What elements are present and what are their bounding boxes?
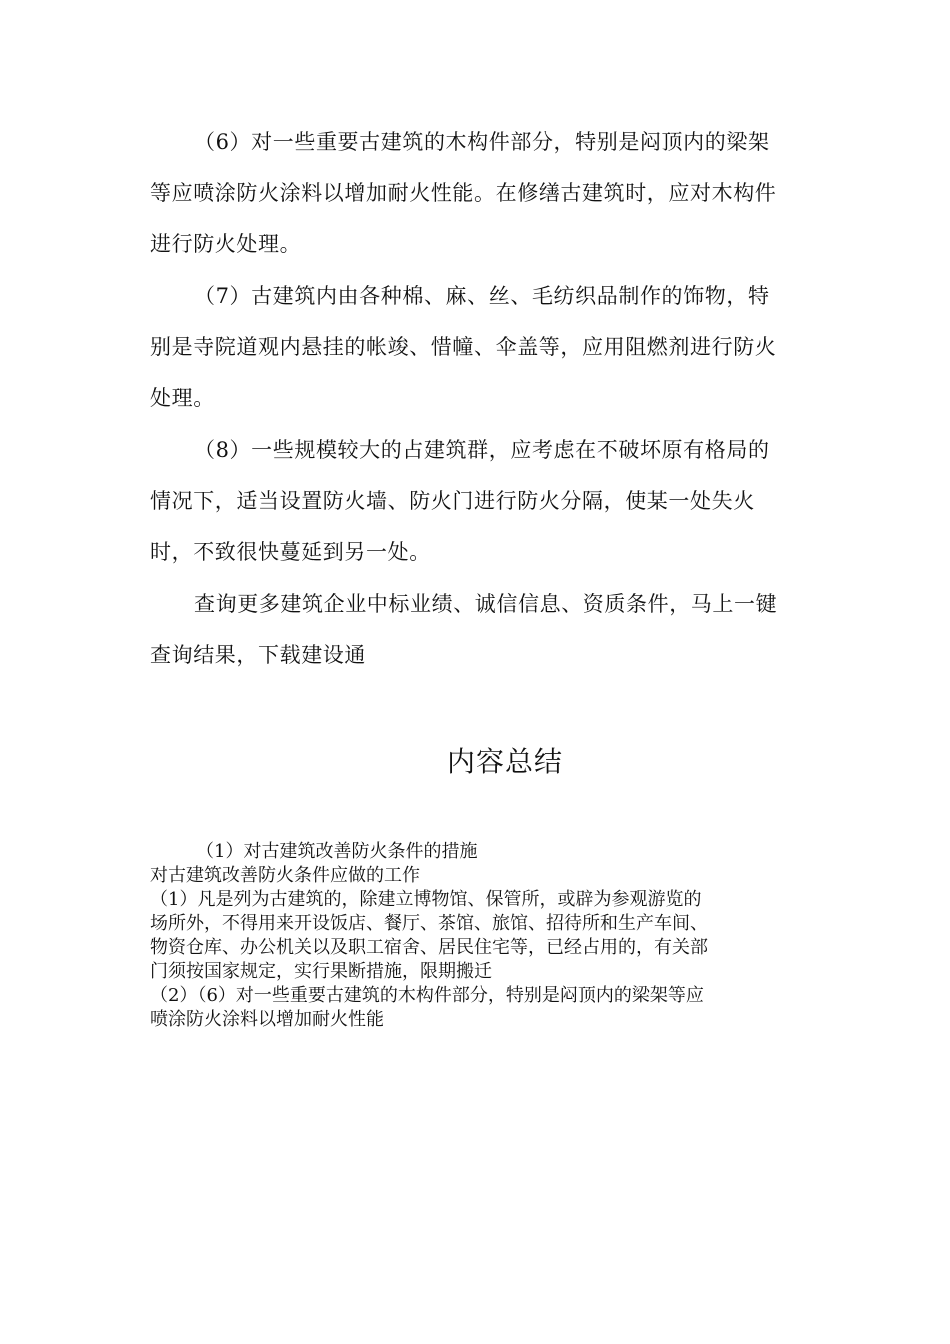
paragraph-6-line-3: 进行防火处理。 [150,232,302,256]
summary-line: 对古建筑改善防火条件应做的工作 [150,865,420,886]
summary-line: （2）（6）对一些重要古建筑的木构件部分，特别是闷顶内的梁架等应 [150,985,704,1006]
summary-line: 喷涂防火涂料以增加耐火性能 [150,1009,384,1030]
summary-line: 物资仓库、办公机关以及职工宿舍、居民住宅等，已经占用的，有关部 [150,937,708,958]
paragraph-6-line-1: （6）对一些重要古建筑的木构件部分，特别是闷顶内的梁架 [194,130,770,154]
paragraph-8-line-3: 时，不致很快蔓延到另一处。 [150,540,431,564]
promo-line-1: 查询更多建筑企业中标业绩、诚信信息、资质条件，马上一键 [194,592,778,616]
summary-title: 内容总结 [446,745,563,778]
summary-line: 门须按国家规定，实行果断措施，限期搬迁 [150,961,492,982]
paragraph-8-line-1: （8）一些规模较大的占建筑群，应考虑在不破坏原有格局的 [194,438,770,462]
promo-line-2: 查询结果，下载建设通 [150,643,366,667]
summary-block [150,840,810,1032]
summary-line: （1）凡是列为古建筑的，除建立博物馆、保管所，或辟为参观游览的 [150,889,702,910]
paragraph-6-line-2: 等应喷涂防火涂料以增加耐火性能。在修缮古建筑时，应对木构件 [150,181,777,205]
summary-line: 场所外，不得用来开设饭店、餐厅、茶馆、旅馆、招待所和生产车间、 [150,913,708,934]
paragraph-7-line-1: （7）古建筑内由各种棉、麻、丝、毛纺织品制作的饰物，特 [194,284,770,308]
paragraph-7-line-2: 别是寺院道观内悬挂的帐竣、惜幢、伞盖等，应用阻燃剂进行防火 [150,335,777,359]
paragraph-7-line-3: 处理。 [150,386,215,410]
paragraph-8-line-2: 情况下，适当设置防火墙、防火门进行防火分隔，使某一处失火 [150,489,755,513]
summary-line: （1）对古建筑改善防火条件的措施 [196,841,478,862]
